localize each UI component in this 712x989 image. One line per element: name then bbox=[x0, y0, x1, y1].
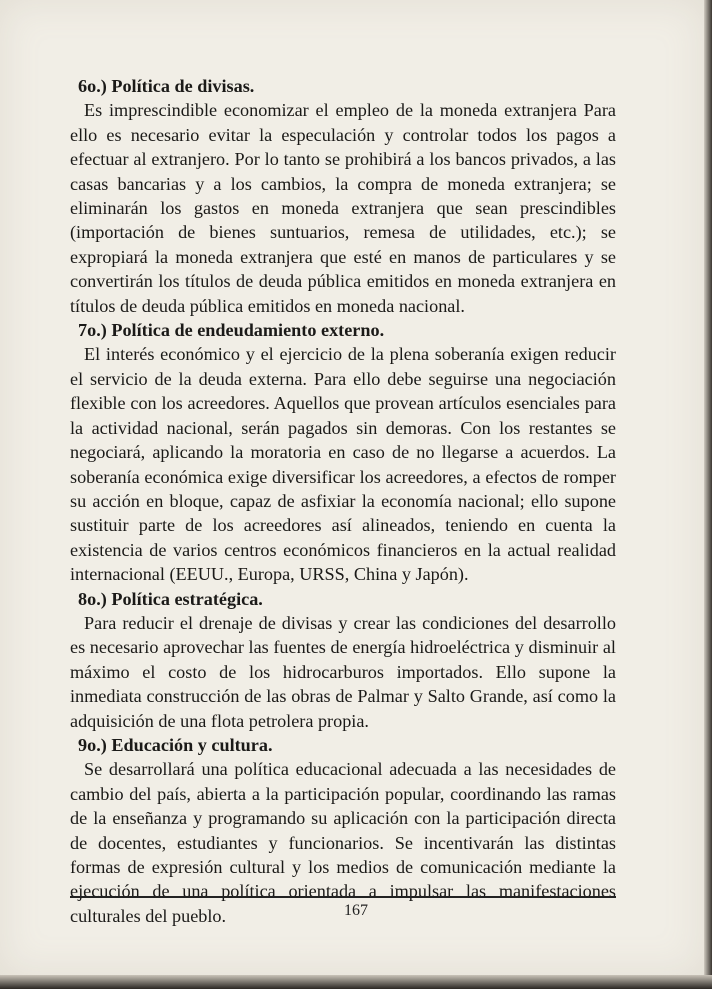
footer-rule bbox=[70, 896, 616, 898]
section-heading: 7o.) Política de endeudamiento externo. bbox=[78, 320, 385, 341]
section-paragraph: Se desarrollará una política educacional adecuada a las necesidades de cambio del país, abierta a la participación popular, coordinando las ramas de la enseñanza y programando su aplicación con la participación directa de docentes, estudiantes y funcionarios. Se incentivarán las distintas formas de expresión cultural y los medios de comunicación mediante la ejecución de una política orientada a impulsar las manifestaciones culturales del pueblo. bbox=[70, 759, 616, 926]
section-heading: 8o.) Política estratégica. bbox=[78, 588, 263, 609]
page-edge-right bbox=[704, 0, 712, 989]
section-educacion bbox=[70, 733, 616, 928]
section-heading: 9o.) Educación y cultura. bbox=[78, 734, 273, 755]
section-divisas bbox=[70, 74, 616, 318]
section-estrategica bbox=[70, 587, 616, 733]
page-number: 167 bbox=[344, 902, 368, 919]
section-paragraph: Es imprescindible economizar el empleo de la moneda extranjera Para ello es necesario evitar la especulación y controlar todos los pagos a efectuar al extranjero. Por lo tanto se prohibirá a los bancos privados, a las casas bancarias y a los cambios, la compra de moneda extranjera; se eliminarán los gastos en moneda extranjera que sean prescindibles (importación de bienes suntuarios, remesa de utilidades, etc.); se expropiará la moneda extranjera que esté en manos de particulares y se convertirán los títulos de deuda pública emitidos en moneda extranjera en títulos de deuda pública emitidos en moneda nacional. bbox=[70, 100, 616, 316]
section-heading: 6o.) Política de divisas. bbox=[78, 76, 255, 96]
page-edge-bottom bbox=[0, 975, 712, 989]
section-endeudamiento bbox=[70, 318, 616, 586]
section-paragraph: El interés económico y el ejercicio de la plena soberanía exigen reducir el servicio de la deuda externa. Para ello debe seguirse una negociación flexible con los acreedores. Aquellos que provean artículos esenciales para la actividad nacional, serán pagados sin demoras. Con los restantes se negociará, aplicando la moratoria en caso de no llegarse a acuerdos. La soberanía económica exige diversificar los acreedores, a efectos de romper su acción en bloque, capaz de asfixiar la economía nacional; ello supone sustituir parte de los acreedores así alineados, teniendo en cuenta la existencia de varios centros económicos financieros en la actual realidad internacional (EEUU., Europa, URSS, China y Japón). bbox=[70, 344, 616, 585]
section-paragraph: Para reducir el drenaje de divisas y crear las condiciones del desarrollo es necesario aprovechar las fuentes de energía hidroeléctrica y disminuir al máximo el costo de los hidrocarburos importados. Ello supone la inmediata construcción de las obras de Palmar y Salto Grande, así como la adquisición de una flota petrolera propia. bbox=[70, 612, 616, 731]
page-body bbox=[70, 74, 616, 928]
